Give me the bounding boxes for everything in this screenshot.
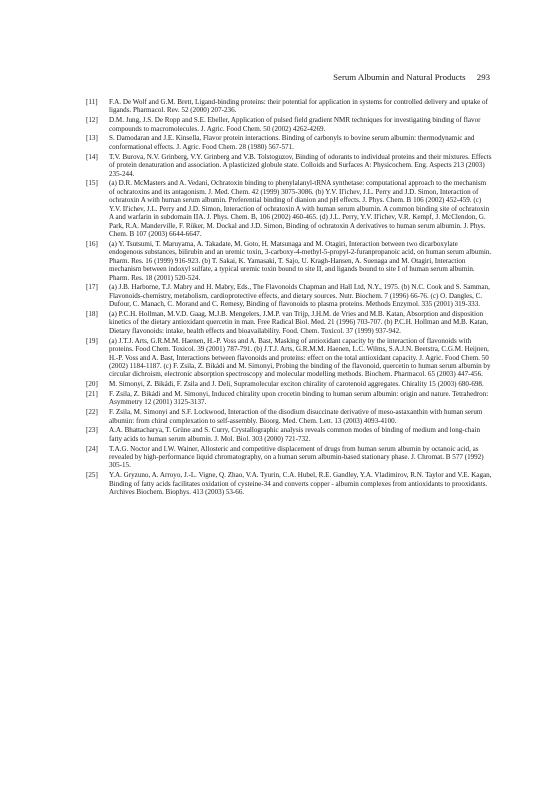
- reference-text: S. Damodaran and J.E. Kinsella, Flavor protein interactions. Binding of carbonyls to bovine serum albumin: thermodynamic and conformational effects. J. Agric. Food Chem. 28 (1980) 567-571.: [109, 134, 475, 151]
- reference-number: [18]: [86, 309, 98, 318]
- reference-text: A.A. Bhattacharya, T. Grüne and S. Curry, Crystallographic analysis reveals common modes of binding of medium and long-chain fatty acids to human serum albumin. J. Mol. Biol. 303 (2000) 721-732.: [109, 426, 481, 443]
- reference-item: [86, 179, 492, 238]
- reference-number: [24]: [86, 444, 98, 453]
- reference-item: [86, 445, 492, 470]
- reference-text: T.V. Burova, N.V. Grinberg, V.Y. Grinberg and V.B. Tolstoguzov, Binding of odorants to individual proteins and their mixtures. Effects of protein denaturation and association. A plasticized globule state. Colloids and Surfaces A: Physicochem. Eng. Aspects 213 (2003) 235-244.: [109, 152, 492, 178]
- reference-number: [12]: [86, 116, 98, 125]
- reference-number: [23]: [86, 426, 98, 435]
- running-header: [333, 72, 490, 82]
- reference-item: [86, 283, 492, 308]
- reference-number: [20]: [86, 380, 98, 389]
- reference-item: [86, 408, 492, 425]
- reference-number: [21]: [86, 389, 98, 398]
- reference-item: [86, 98, 492, 115]
- reference-text: F. Zsila, M. Simonyi and S.F. Lockwood, Interaction of the disodium disuccinate derivative of meso-astaxanthin with human serum albumin: from chiral complexation to self-assembly. Bioorg. Med. Chem. Lett. 13 (2003) 4093-4100.: [109, 408, 483, 425]
- reference-item: [86, 240, 492, 282]
- reference-text: Y.A. Gryzuno, A. Arroyo, J.-L. Vigne, Q. Zhao, V.A. Tyurin, C.A. Hubel, R.E. Gandley, Y.A. Vladimirov, R.N. Taylor and V.E. Kagan, Binding of fatty acids facilitates oxidation of cysteine-34 and converts copper - albumin complexes from antioxidants to prooxidants. Archives Biochem. Biophys. 413 (2003) 53-66.: [109, 471, 492, 497]
- reference-number: [11]: [86, 98, 98, 106]
- reference-number: [22]: [86, 408, 98, 417]
- reference-number: [13]: [86, 134, 98, 143]
- reference-item: [86, 426, 492, 443]
- page-number: 293: [476, 72, 490, 82]
- reference-text: F. Zsila, Z. Bikádi and M. Simonyi, Induced chirality upon crocetin binding to human serum albumin: origin and nature. Tetrahedron: Asymmetry 12 (2001) 3125-3137.: [109, 389, 489, 407]
- reference-number: [15]: [86, 179, 98, 188]
- running-title: Serum Albumin and Natural Products: [333, 72, 466, 82]
- reference-item: [86, 134, 492, 151]
- reference-item: [86, 153, 492, 178]
- reference-text: (a) D.R. McMasters and A. Vedani, Ochratoxin binding to phenylalanyl-tRNA synthetase: computational approach to the mechanism of ochratoxins and its antagonism. J. Med. Chem. 42 (1999) 3075-3086. (b) Y.V. Il'ichev, J.L. Perry and J.D. Simon, Interaction of ochratoxin A with human serum albumin. Preferential binding of dianion and pH effects. J. Phys. Chem. B 106 (2002) 452-459. (c) Y.V. Il'ichev, J.L. Perry and J.D. Simon, Interaction of ochratoxin A with human serum albumin. A common binding site of ochratoxin A and warfarin in subdomain IIA. J. Phys. Chem. B, 106 (2002) 460-465. (d) J.L. Perry, Y.V. Il'ichev, V.R. Kempf, J. McClendon, G. Park, R.A. Manderville, F. Rüker, M. Dockal and J.D. Simon, Binding of ochratoxin A derivatives to human serum albumin. J. Phys. Chem. B 107 (2003) 6644-6647.: [109, 179, 490, 238]
- reference-item: [86, 471, 492, 496]
- reference-item: [86, 337, 492, 379]
- reference-item: [86, 310, 492, 335]
- reference-text: M. Simonyi, Z. Bikádi, F. Zsila and J. Deli, Supramolecular exciton chirality of carotenoid aggregates. Chirality 15 (2003) 680-698.: [109, 380, 484, 389]
- reference-text: (a) P.C.H. Hollman, M.V.D. Gaag, M.J.B. Mengelers, J.M.P. van Trijp, J.H.M. de Vries and M.B. Katan, Absorption and disposition kinetics of the dietary antioxidant quercetin in man. Free Radical Biol. Med. 21 (1996) 703-707. (b) P.C.H. Hollman and M.B. Katan, Dietary flavonoids: intake, health effects and bioavailability. Food. Chem. Toxicol. 37 (1999) 937-942.: [109, 309, 489, 335]
- reference-text: (a) J.B. Harborne, T.J. Mabry and H. Mabry, Eds., The Flavonoids Chapman and Hall Ltd, N.Y., 1975. (b) N.C. Cook and S. Samman, Flavonoids-chemistry, metabolism, cardioprotective effects, and dietary sources. Nutr. Biochem. 7 (1996) 66-76. (c) O. Dangles, C. Dufour, C. Manach, C. Morand and C. Remesy, Binding of flavonoids to plasma proteins. Methods Enzymol. 335 (2001) 319-333.: [109, 283, 490, 309]
- reference-text: (a) J.T.J. Arts, G.R.M.M. Haenen, H.-P. Voss and A. Bast, Masking of antioxidant capacity by the interaction of flavonoids with proteins. Food Chem. Toxicol. 39 (2001) 787-791. (b) J.T.J. Arts, G.R.M.M. Haenen, L.C. Wilms, S.A.J.N. Beetstra, C.G.M. Heijnen, H.-P. Voss and A. Bast, Interactions between flavonoids and proteins: effect on the total antioxidant capacity. J. Agric. Food Chem. 50 (2002) 1184-1187. (c) F. Zsila, Z. Bikádi and M. Simonyi, Probing the binding of the flavonoid, quercetin to human serum albumin by circular dichroism, electronic absorption spectroscopy and molecular modelling methods. Biochem. Pharmacol. 65 (2003) 447-456.: [109, 336, 491, 379]
- reference-number: [14]: [86, 152, 98, 161]
- reference-number: [17]: [86, 283, 98, 292]
- reference-number: [16]: [86, 239, 98, 248]
- reference-text: D.M. Jung, J.S. De Ropp and S.E. Ebeller, Application of pulsed field gradient NMR techniques for investigating binding of flavor compounds to macromolecules. J. Agric. Food Chem. 50 (2002) 4262-4269.: [109, 116, 481, 133]
- reference-text: (a) Y. Tsutsumi, T. Maruyama, A. Takadate, M. Goto, H. Matsunaga and M. Otagiri, Interaction between two dicarboxylate endogenous substances, bilirubin and an uremic toxin, 3-carboxy-4-methyl-5-propyl-2-furanpropanoic acid, on human serum albumin. Pharm. Res. 16 (1999) 916-923. (b) T. Sakai, K. Yamasaki, T. Sajo, U. Kragh-Hansen, A. Suenaga and M. Otagiri, Interaction mechanism between indoxyl sulfate, a typical uremic toxin bound to site II, and ligands bound to site I of human serum albumin. Pharm. Res. 18 (2001) 520-524.: [109, 239, 492, 282]
- reference-number: [19]: [86, 336, 98, 345]
- reference-item: [86, 116, 492, 133]
- reference-text: T.A.G. Noctor and I.W. Wainer, Allosteric and competitive displacement of drugs from human serum albumin by octanoic acid, as revealed by high-performance liquid chromatography, on a human serum albumin-based stationary phase. J. Chromat. B 577 (1992) 305-15.: [109, 444, 484, 470]
- reference-text: F.A. De Wolf and G.M. Brett, Ligand-binding proteins: their potential for application in systems for controlled delivery and uptake of ligands. Pharmacol. Rev. 52 (2000) 207-236.: [109, 98, 488, 115]
- reference-list: [86, 98, 492, 498]
- reference-item: [86, 380, 492, 388]
- reference-number: [25]: [86, 471, 98, 480]
- reference-item: [86, 390, 492, 407]
